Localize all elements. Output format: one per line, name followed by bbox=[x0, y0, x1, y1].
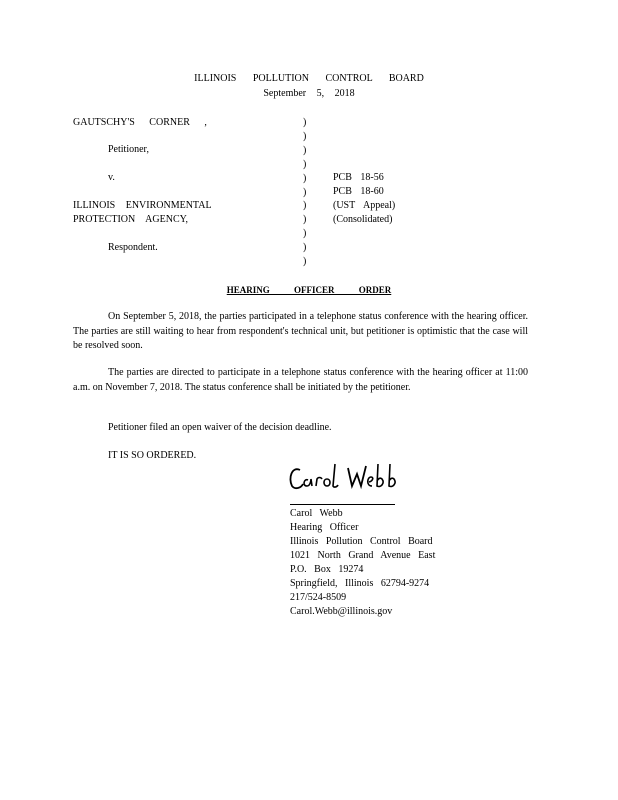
so-ordered: IT IS SO ORDERED. bbox=[108, 450, 197, 461]
petitioner-label: Petitioner, bbox=[108, 144, 149, 155]
order-date: September 5, 2018 bbox=[263, 88, 355, 99]
address-line-2: P.O. Box 19274 bbox=[290, 564, 364, 575]
order-title: HEARING OFFICER ORDER bbox=[226, 285, 392, 295]
signature-line bbox=[290, 504, 395, 505]
paragraph-1: On September 5, 2018, the parties participated in a telephone status conference with the hearing officer. The parties are still waiting to hear from respondent's technical unit, but petitioner is optimistic that the case will be resolved soon. bbox=[73, 311, 528, 351]
respondent-name-line2: PROTECTION AGENCY, bbox=[73, 214, 189, 225]
caption-bracket: ) bbox=[303, 186, 307, 198]
signer-title: Hearing Officer bbox=[290, 522, 359, 533]
caption-bracket: ) bbox=[303, 242, 307, 254]
caption-bracket: ) bbox=[303, 158, 307, 170]
paragraph-3: Petitioner filed an open waiver of the decision deadline. bbox=[108, 422, 332, 433]
case-number-2: PCB 18-60 bbox=[333, 186, 384, 197]
phone-number: 217/524-8509 bbox=[290, 592, 347, 603]
address-line-1: 1021 North Grand Avenue East bbox=[290, 550, 436, 561]
caption-bracket: ) bbox=[303, 144, 307, 156]
signer-organization: Illinois Pollution Control Board bbox=[290, 536, 433, 547]
board-name: ILLINOIS POLLUTION CONTROL BOARD bbox=[194, 73, 424, 84]
caption-bracket: ) bbox=[303, 172, 307, 184]
appeal-type: (UST Appeal) bbox=[333, 200, 396, 211]
versus-label: v. bbox=[108, 172, 115, 183]
caption-bracket: ) bbox=[303, 130, 307, 142]
caption-bracket: ) bbox=[303, 200, 307, 212]
case-number-1: PCB 18-56 bbox=[333, 172, 384, 183]
respondent-name-line1: ILLINOIS ENVIRONMENTAL bbox=[73, 200, 212, 211]
petitioner-name: GAUTSCHY'S CORNER , bbox=[73, 117, 207, 128]
address-line-3: Springfield, Illinois 62794-9274 bbox=[290, 578, 430, 589]
caption-bracket: ) bbox=[303, 214, 307, 226]
paragraph-2: The parties are directed to participate in a telephone status conference with the hearing officer at 11:00 a.m. on November 7, 2018. The status conference shall be initiated by the petitioner. bbox=[73, 367, 528, 393]
caption-bracket: ) bbox=[303, 256, 307, 267]
caption-bracket: ) bbox=[303, 228, 307, 240]
signer-name: Carol Webb bbox=[290, 508, 343, 519]
handwritten-signature bbox=[286, 458, 416, 500]
caption-bracket: ) bbox=[303, 117, 307, 128]
respondent-label: Respondent. bbox=[108, 242, 158, 253]
consolidated-label: (Consolidated) bbox=[333, 214, 393, 225]
email-link[interactable]: Carol.Webb@illinois.gov bbox=[290, 606, 393, 617]
